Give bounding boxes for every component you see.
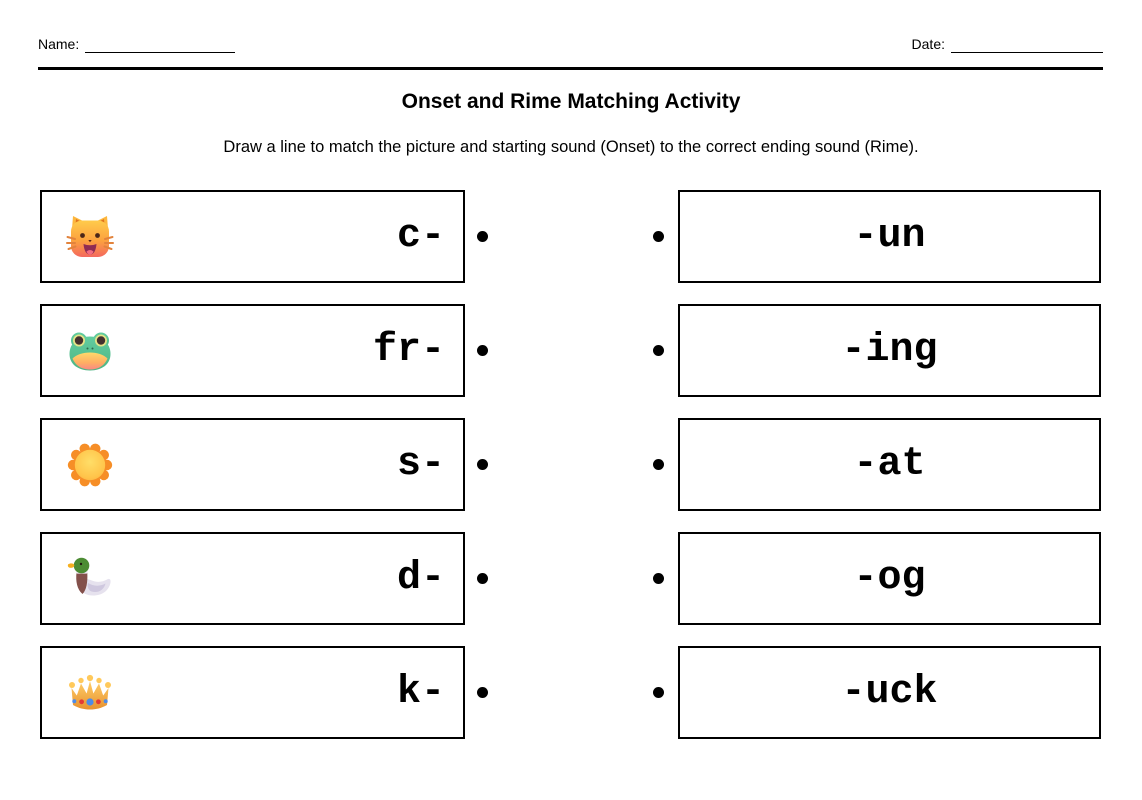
rime-label: -un	[853, 213, 926, 259]
name-blank-line[interactable]	[85, 37, 235, 53]
cat-emoji	[66, 213, 114, 261]
instructions-text: Draw a line to match the picture and starting sound (Onset) to the correct ending sound (Rime).	[223, 138, 919, 156]
onset-box-crown[interactable]	[40, 646, 465, 739]
header	[38, 36, 1103, 53]
rime-box-un[interactable]	[678, 190, 1101, 283]
rime-match-dot[interactable]	[653, 459, 664, 470]
match-row	[0, 190, 1142, 283]
onset-box-duck[interactable]	[40, 532, 465, 625]
rime-label: -at	[853, 441, 926, 487]
rime-match-dot[interactable]	[653, 687, 664, 698]
onset-match-dot[interactable]	[477, 573, 488, 584]
onset-match-dot[interactable]	[477, 231, 488, 242]
onset-label: c-	[396, 213, 445, 259]
match-row	[0, 646, 1142, 739]
onset-box-cat[interactable]	[40, 190, 465, 283]
date-field	[912, 36, 1103, 53]
rime-box-uck[interactable]	[678, 646, 1101, 739]
rime-match-dot[interactable]	[653, 231, 664, 242]
rime-match-dot[interactable]	[653, 573, 664, 584]
onset-label: d-	[396, 555, 445, 601]
onset-label: k-	[396, 669, 445, 715]
frog-emoji	[66, 327, 114, 375]
match-row	[0, 532, 1142, 625]
rime-box-ing[interactable]	[678, 304, 1101, 397]
rime-label: -ing	[841, 327, 938, 373]
page-title: Onset and Rime Matching Activity	[401, 90, 741, 113]
date-label: Date:	[911, 36, 945, 52]
rime-box-og[interactable]	[678, 532, 1101, 625]
rime-box-at[interactable]	[678, 418, 1101, 511]
name-field	[38, 36, 235, 53]
onset-match-dot[interactable]	[477, 687, 488, 698]
rime-label: -uck	[841, 669, 938, 715]
rime-match-dot[interactable]	[653, 345, 664, 356]
name-label: Name:	[38, 36, 80, 52]
date-blank-line[interactable]	[951, 37, 1103, 53]
onset-match-dot[interactable]	[477, 345, 488, 356]
crown-emoji	[66, 669, 114, 717]
onset-box-sun[interactable]	[40, 418, 465, 511]
onset-label: s-	[396, 441, 445, 487]
duck-emoji	[66, 555, 114, 603]
sun-emoji	[66, 441, 114, 489]
header-divider	[38, 67, 1103, 70]
match-row	[0, 304, 1142, 397]
onset-match-dot[interactable]	[477, 459, 488, 470]
onset-box-frog[interactable]	[40, 304, 465, 397]
onset-label: fr-	[372, 327, 445, 373]
rime-label: -og	[853, 555, 926, 601]
match-row	[0, 418, 1142, 511]
